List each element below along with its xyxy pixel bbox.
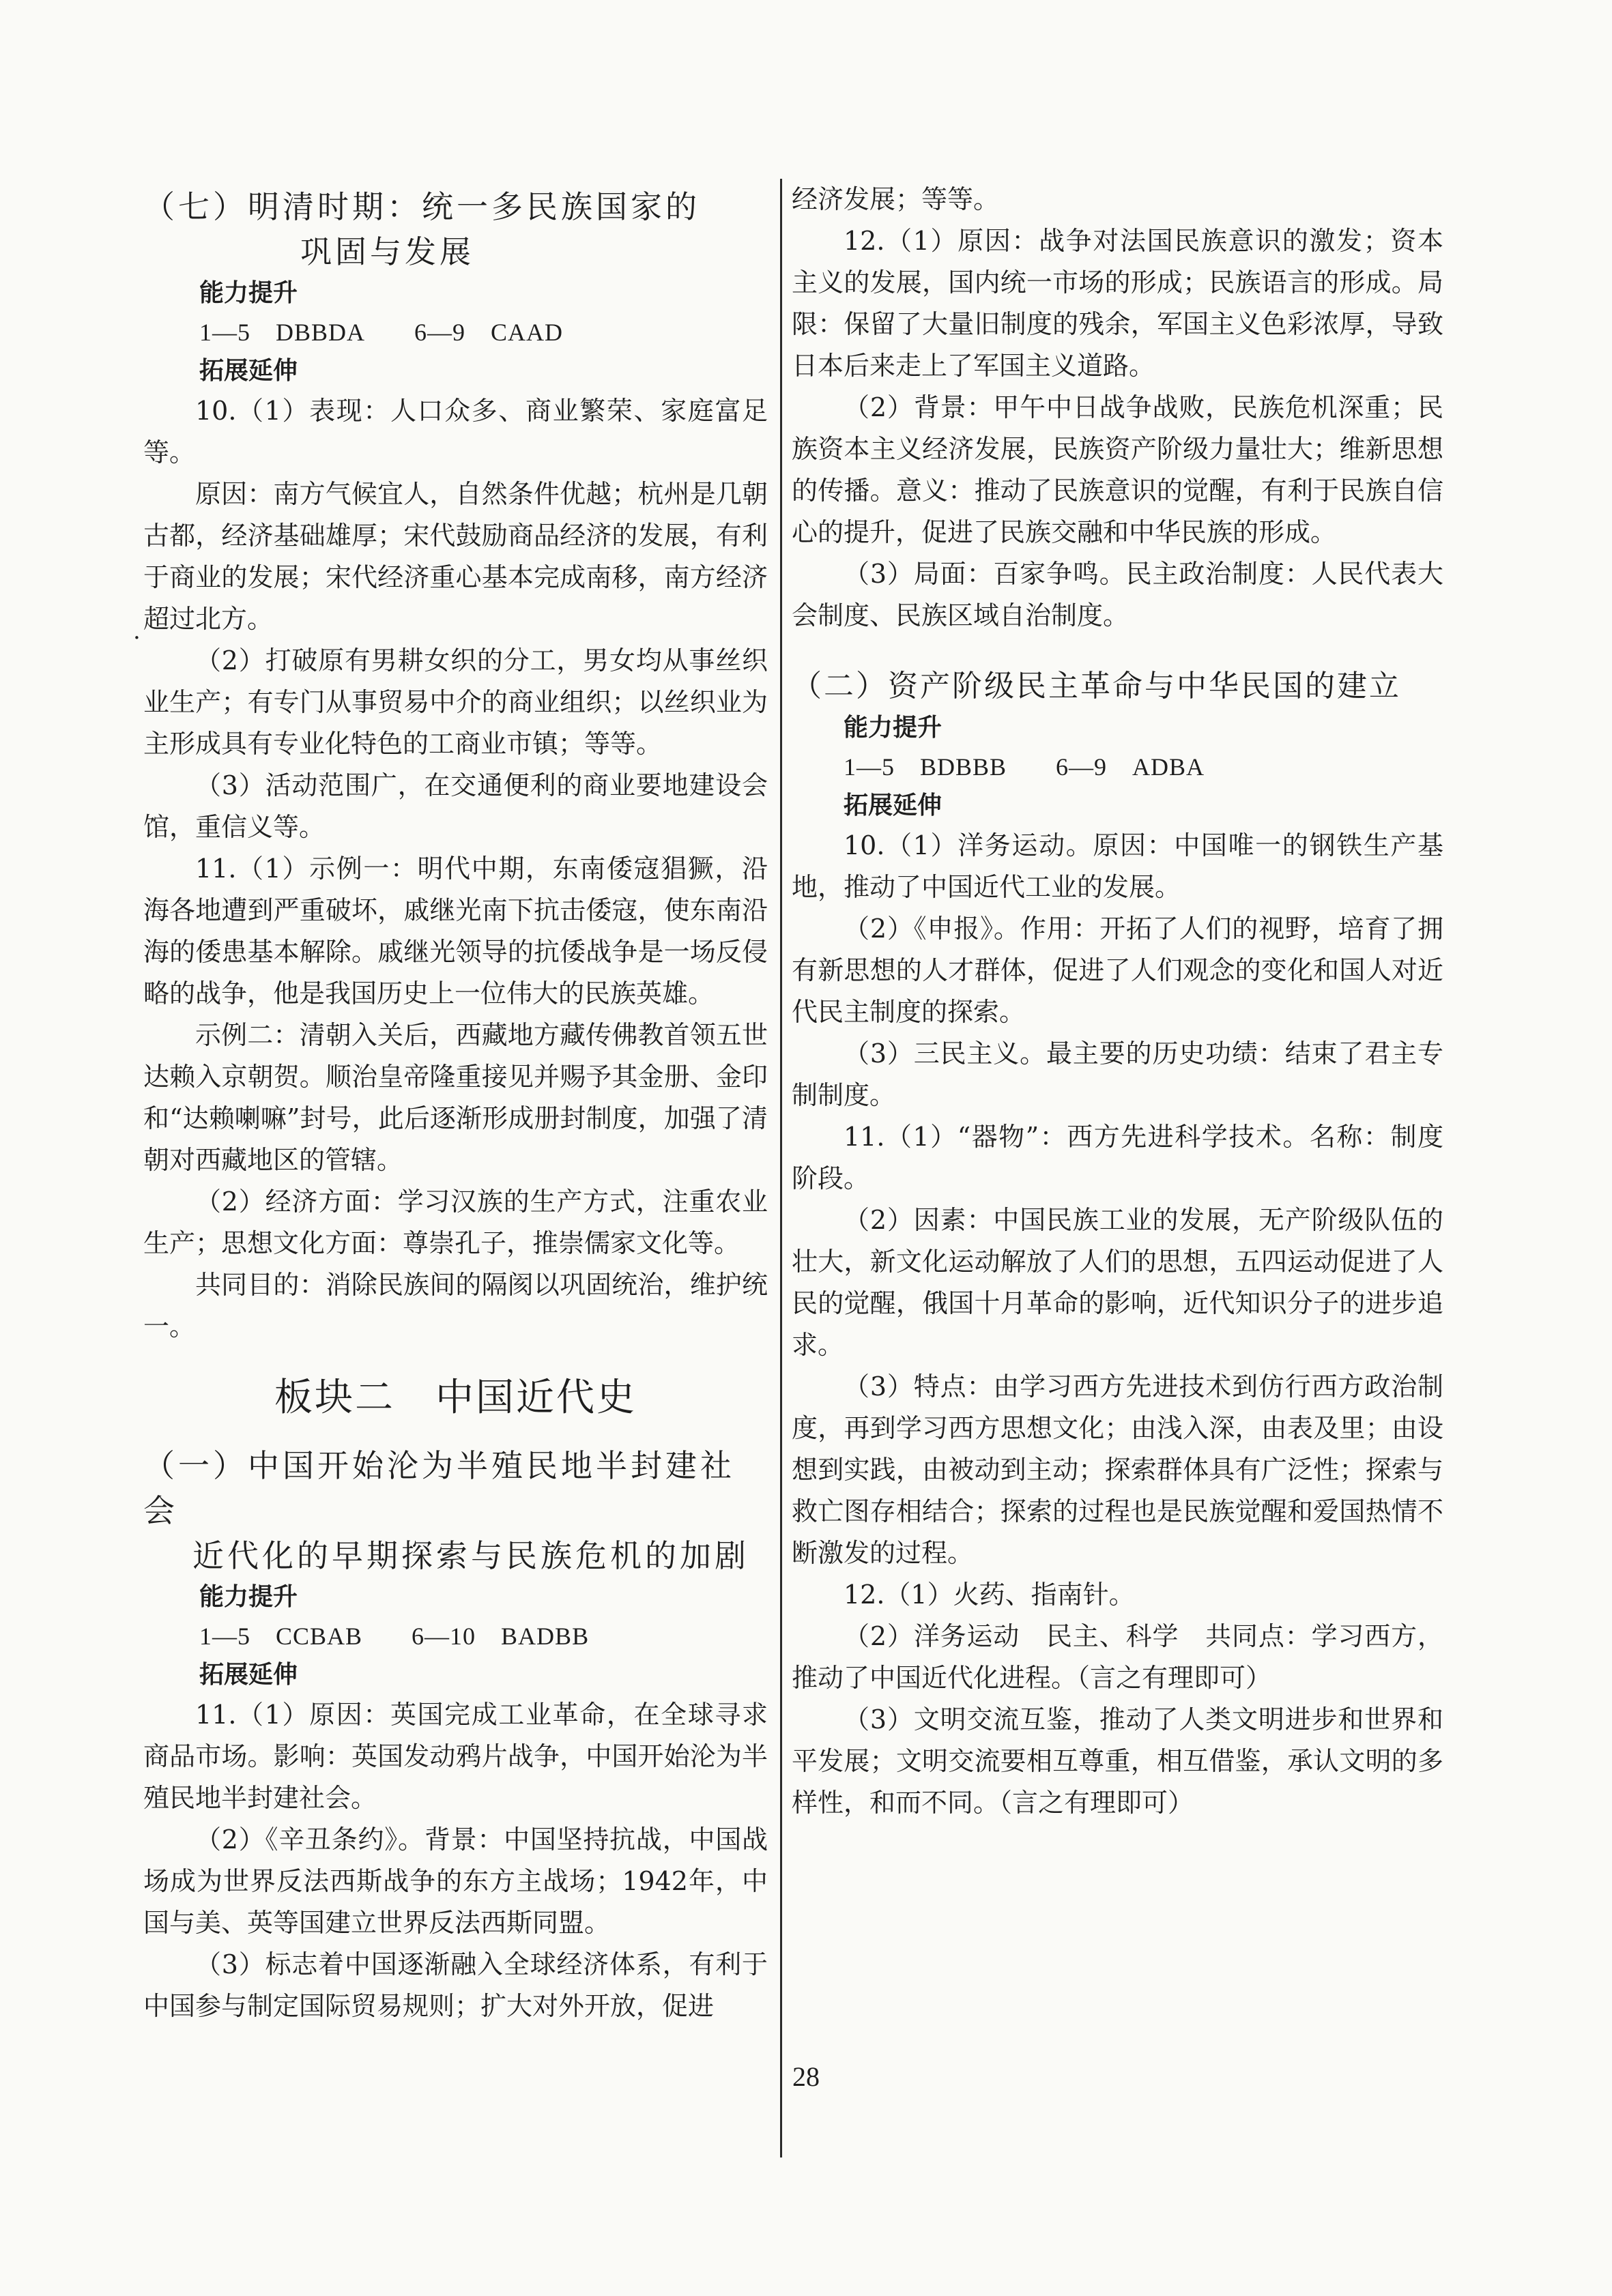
section-2-answers-1-5: 1—5 BDBBB xyxy=(844,753,1007,781)
paragraph: （2）背景：甲午中日战争战败，民族危机深重；民族资本主义经济发展，民族资产阶级力量壮大；维新思想的传播。意义：推动了民族意识的觉醒，有利于民族自信心的提升，促进了民族交融和中华民族的形成。 xyxy=(792,392,1443,547)
section-7-title-line1: （七）明清时期：统一多民族国家的 xyxy=(143,188,700,225)
paragraph: （3）文明交流互鉴，推动了人类文明进步和世界和平发展；文明交流要相互尊重，相互借鉴，承认文明的多样性，和而不同。（言之有理即可） xyxy=(792,1704,1443,1818)
section-2-title: （二）资产阶级民主革命与中华民国的建立 xyxy=(792,669,1401,703)
section-7-ability-heading: 能力提升 xyxy=(199,279,298,307)
section-1-answers xyxy=(143,1616,768,1656)
section-7-answers-6-9: 6—9 CAAD xyxy=(414,319,564,346)
section-2-answers xyxy=(792,747,1443,787)
paragraph: 10.（1）表现：人口众多、商业繁荣、家庭富足等。 xyxy=(143,396,768,467)
section-2-answers-6-9: 6—9 ADBA xyxy=(1056,753,1205,781)
paragraph: （2）打破原有男耕女织的分工，男女均从事丝织业生产；有专门从事贸易中介的商业组织；以丝织业为主形成具有专业化特色的工商业市镇；等等。 xyxy=(143,645,768,759)
paragraph: 共同目的：消除民族间的隔阂以巩固统治，维护统一。 xyxy=(143,1270,768,1341)
section-2-extension-heading: 拓展延伸 xyxy=(844,791,942,819)
paragraph: （3）活动范围广，在交通便利的商业要地建设会馆，重信义等。 xyxy=(143,770,768,842)
paragraph: 经济发展；等等。 xyxy=(792,184,1000,214)
section-1-title xyxy=(143,1443,768,1578)
section-1-title-line2: 近代化的早期探索与民族危机的加剧 xyxy=(192,1537,749,1574)
paragraph: 12.（1）原因：战争对法国民族意识的激发；资本主义的发展，国内统一市场的形成；民族语言的形成。局限：保留了大量旧制度的残余，军国主义色彩浓厚，导致日本后来走上了军国主义道路。 xyxy=(792,226,1443,381)
section-7-answers xyxy=(143,313,768,352)
section-1-title-line1: （一）中国开始沦为半殖民地半封建社会 xyxy=(143,1447,735,1529)
left-column xyxy=(143,184,768,2027)
section-2-ability-heading: 能力提升 xyxy=(844,714,942,742)
paragraph: 11.（1）原因：英国完成工业革命，在全球寻求商品市场。影响：英国发动鸦片战争，中国开始沦为半殖民地半封建社会。 xyxy=(143,1700,768,1813)
paragraph: 原因：南方气候宜人，自然条件优越；杭州是几朝古都，经济基础雄厚；宋代鼓励商品经济的发展，有利于商业的发展；宋代经济重心基本完成南移，南方经济超过北方。 xyxy=(143,479,768,634)
section-1-ability-heading: 能力提升 xyxy=(199,1583,298,1611)
paragraph: （3）特点：由学习西方先进技术到仿行西方政治制度，再到学习西方思想文化；由浅入深，由表及里；由设想到实践，由被动到主动；探索群体具有广泛性；探索与救亡图存相结合；探索的过程也是民族觉醒和爱国热情不断激发的过程。 xyxy=(792,1371,1443,1568)
column-divider xyxy=(780,179,782,2157)
board-title: 板块二 中国近代史 xyxy=(274,1376,637,1420)
paragraph: （3）标志着中国逐渐融入全球经济体系，有利于中国参与制定国际贸易规则；扩大对外开放，促进 xyxy=(143,1949,768,2021)
section-7-title-line2: 巩固与发展 xyxy=(300,233,474,270)
paragraph: 示例二：清朝入关后，西藏地方藏传佛教首领五世达赖入京朝贺。顺治皇帝隆重接见并赐予其金册、金印和“达赖喇嘛”封号，此后逐渐形成册封制度，加强了清朝对西藏地区的管辖。 xyxy=(143,1020,768,1175)
paragraph: 11.（1）“器物”：西方先进科学技术。名称：制度阶段。 xyxy=(792,1122,1443,1193)
section-7-extension-heading: 拓展延伸 xyxy=(199,357,298,385)
paragraph: 12.（1）火药、指南针。 xyxy=(844,1580,1135,1610)
page-number: 28 xyxy=(792,2061,820,2092)
section-7-answers-1-5: 1—5 DBBDA xyxy=(199,319,366,346)
paragraph: （2）《辛丑条约》。背景：中国坚持抗战，中国战场成为世界反法西斯战争的东方主战场；1942年，中国与美、英等国建立世界反法西斯同盟。 xyxy=(143,1825,768,1938)
section-1-extension-heading: 拓展延伸 xyxy=(199,1661,298,1689)
paragraph: （3）局面：百家争鸣。民主政治制度：人民代表大会制度、民族区域自治制度。 xyxy=(792,559,1443,630)
section-1-answers-6-10: 6—10 BADBB xyxy=(412,1623,590,1650)
paragraph: （2）《申报》。作用：开拓了人们的视野，培育了拥有新思想的人才群体，促进了人们观念的变化和国人对近代民主制度的探索。 xyxy=(792,914,1443,1027)
section-7-title xyxy=(143,184,768,274)
paragraph: 10.（1）洋务运动。原因：中国唯一的钢铁生产基地，推动了中国近代工业的发展。 xyxy=(792,830,1443,902)
paragraph: （3）三民主义。最主要的历史功绩：结束了君主专制制度。 xyxy=(792,1038,1443,1110)
paragraph: （2）经济方面：学习汉族的生产方式，注重农业生产；思想文化方面：尊崇孔子，推崇儒家文化等。 xyxy=(143,1187,768,1258)
paragraph: 11.（1）示例一：明代中期，东南倭寇猖獗，沿海各地遭到严重破坏，戚继光南下抗击倭寇，使东南沿海的倭患基本解除。戚继光领导的抗倭战争是一场反侵略的战争，他是我国历史上一位伟大的民族英雄。 xyxy=(143,854,768,1008)
paragraph: （2）洋务运动 民主、科学 共同点：学习西方，推动了中国近代化进程。（言之有理即可） xyxy=(792,1621,1443,1693)
paragraph: （2）因素：中国民族工业的发展，无产阶级队伍的壮大，新文化运动解放了人们的思想，五四运动促进了人民的觉醒，俄国十月革命的影响，近代知识分子的进步追求。 xyxy=(792,1205,1443,1360)
right-column xyxy=(792,179,1443,1824)
section-1-answers-1-5: 1—5 CCBAB xyxy=(199,1623,363,1650)
stray-dot: . xyxy=(133,617,141,645)
